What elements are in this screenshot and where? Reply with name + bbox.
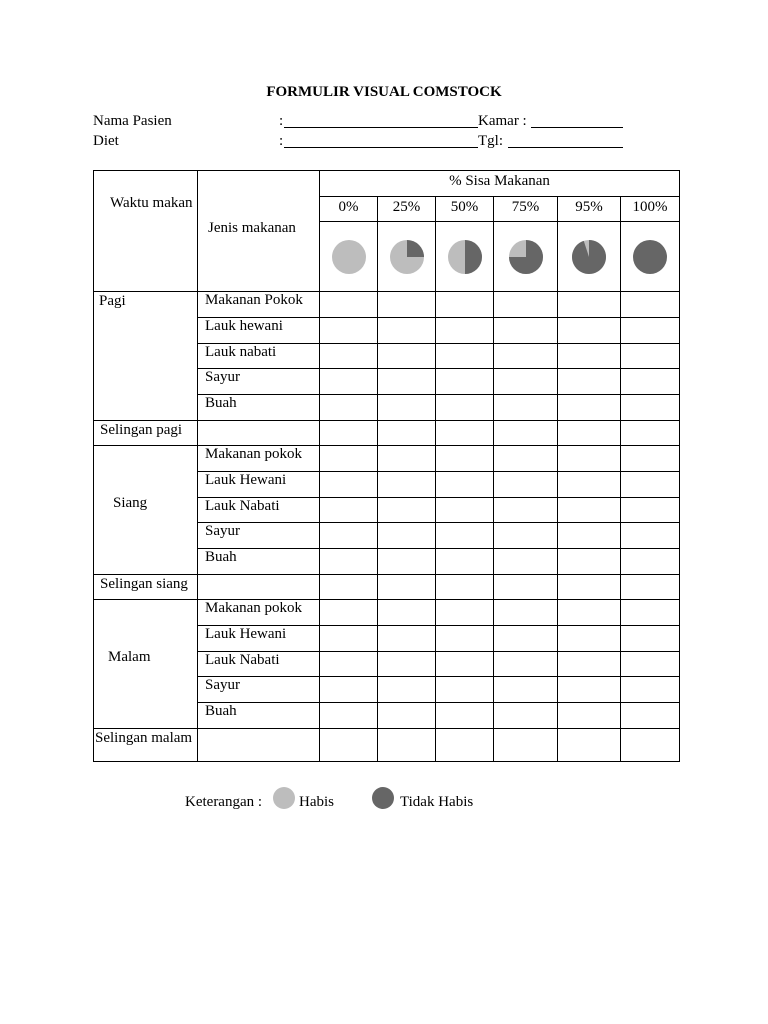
- sisa-input-cell[interactable]: [558, 549, 621, 575]
- sisa-input-cell[interactable]: [558, 728, 621, 761]
- sisa-input-cell[interactable]: [378, 497, 436, 523]
- sisa-input-cell[interactable]: [494, 703, 558, 729]
- sisa-input-cell[interactable]: [558, 471, 621, 497]
- pie-cell: [621, 222, 680, 292]
- waktu-makan-cell: Malam: [94, 599, 198, 728]
- header-jenis-makanan: Jenis makanan: [198, 171, 320, 292]
- sisa-input-cell[interactable]: [320, 317, 378, 343]
- nama-pasien-field[interactable]: [284, 113, 478, 133]
- sisa-input-cell[interactable]: [558, 625, 621, 651]
- percent-header: 50%: [436, 197, 494, 222]
- sisa-input-cell[interactable]: [320, 471, 378, 497]
- sisa-input-cell[interactable]: [558, 292, 621, 318]
- waktu-makan-cell: Siang: [94, 445, 198, 574]
- tidak-habis-swatch-icon: [370, 787, 396, 814]
- sisa-input-cell[interactable]: [494, 420, 558, 445]
- sisa-input-cell[interactable]: [378, 471, 436, 497]
- legend-tidak-habis-label: Tidak Habis: [400, 794, 474, 810]
- sisa-input-cell[interactable]: [558, 599, 621, 625]
- sisa-input-cell[interactable]: [436, 497, 494, 523]
- pie-remaining-slice: [572, 240, 606, 274]
- sisa-input-cell[interactable]: [378, 703, 436, 729]
- sisa-input-cell[interactable]: [621, 445, 680, 471]
- sisa-input-cell[interactable]: [378, 574, 436, 599]
- jenis-makanan-cell: Sayur: [198, 369, 320, 395]
- jenis-makanan-cell: Lauk Hewani: [198, 625, 320, 651]
- sisa-input-cell[interactable]: [494, 369, 558, 395]
- sisa-input-cell[interactable]: [378, 395, 436, 421]
- sisa-input-cell[interactable]: [436, 625, 494, 651]
- nama-pasien-label: Nama Pasien: [93, 113, 172, 129]
- separator: :: [279, 113, 284, 129]
- sisa-input-cell[interactable]: [320, 343, 378, 369]
- sisa-input-cell[interactable]: [621, 343, 680, 369]
- habis-swatch-icon: [271, 787, 297, 814]
- waktu-makan-cell: Selingan malam: [94, 728, 198, 761]
- sisa-input-cell[interactable]: [320, 292, 378, 318]
- sisa-input-cell[interactable]: [378, 523, 436, 549]
- sisa-input-cell[interactable]: [378, 420, 436, 445]
- sisa-input-cell[interactable]: [436, 445, 494, 471]
- sisa-input-cell[interactable]: [494, 599, 558, 625]
- sisa-input-cell[interactable]: [436, 651, 494, 677]
- sisa-input-cell[interactable]: [494, 677, 558, 703]
- jenis-makanan-cell: Buah: [198, 395, 320, 421]
- sisa-input-cell[interactable]: [558, 395, 621, 421]
- sisa-input-cell[interactable]: [320, 677, 378, 703]
- sisa-input-cell[interactable]: [436, 292, 494, 318]
- sisa-input-cell[interactable]: [436, 395, 494, 421]
- jenis-makanan-cell: [198, 574, 320, 599]
- pie-remaining-slice: [465, 240, 482, 274]
- sisa-input-cell[interactable]: [621, 677, 680, 703]
- sisa-input-cell[interactable]: [558, 317, 621, 343]
- table-row: [94, 292, 680, 318]
- sisa-input-cell[interactable]: [320, 599, 378, 625]
- sisa-input-cell[interactable]: [494, 292, 558, 318]
- sisa-input-cell[interactable]: [558, 497, 621, 523]
- sisa-input-cell[interactable]: [378, 599, 436, 625]
- sisa-input-cell[interactable]: [378, 625, 436, 651]
- sisa-input-cell[interactable]: [494, 523, 558, 549]
- sisa-input-cell[interactable]: [494, 549, 558, 575]
- sisa-input-cell[interactable]: [436, 523, 494, 549]
- comstock-table: [93, 170, 680, 762]
- sisa-input-cell[interactable]: [494, 445, 558, 471]
- sisa-input-cell[interactable]: [436, 549, 494, 575]
- pie-base: [332, 240, 366, 274]
- sisa-input-cell[interactable]: [621, 317, 680, 343]
- sisa-input-cell[interactable]: [436, 703, 494, 729]
- separator: :: [279, 133, 284, 149]
- sisa-input-cell[interactable]: [558, 420, 621, 445]
- sisa-input-cell[interactable]: [494, 343, 558, 369]
- pie-chart-icon: [387, 237, 427, 277]
- sisa-input-cell[interactable]: [320, 523, 378, 549]
- sisa-input-cell[interactable]: [378, 549, 436, 575]
- sisa-input-cell[interactable]: [378, 369, 436, 395]
- sisa-input-cell[interactable]: [558, 703, 621, 729]
- jenis-makanan-cell: Lauk Nabati: [198, 651, 320, 677]
- pie-cell: [436, 222, 494, 292]
- sisa-input-cell[interactable]: [494, 728, 558, 761]
- sisa-input-cell[interactable]: [621, 420, 680, 445]
- sisa-input-cell[interactable]: [621, 625, 680, 651]
- jenis-makanan-cell: Lauk Nabati: [198, 497, 320, 523]
- sisa-input-cell[interactable]: [320, 703, 378, 729]
- sisa-input-cell[interactable]: [621, 523, 680, 549]
- sisa-input-cell[interactable]: [436, 728, 494, 761]
- sisa-input-cell[interactable]: [494, 395, 558, 421]
- percent-header: 25%: [378, 197, 436, 222]
- sisa-input-cell[interactable]: [558, 651, 621, 677]
- sisa-input-cell[interactable]: [320, 497, 378, 523]
- sisa-input-cell[interactable]: [621, 599, 680, 625]
- diet-field[interactable]: [284, 133, 478, 153]
- table-row: [94, 599, 680, 625]
- sisa-input-cell[interactable]: [320, 728, 378, 761]
- sisa-input-cell[interactable]: [320, 651, 378, 677]
- pie-chart-icon: [329, 237, 369, 277]
- table-row: [94, 420, 680, 445]
- jenis-makanan-cell: Lauk Hewani: [198, 471, 320, 497]
- pie-remaining-slice: [407, 240, 424, 257]
- pie-chart-icon: [445, 237, 485, 277]
- sisa-input-cell[interactable]: [621, 497, 680, 523]
- sisa-input-cell[interactable]: [494, 625, 558, 651]
- table-row: [94, 728, 680, 761]
- table-row: [94, 574, 680, 599]
- sisa-input-cell[interactable]: [436, 369, 494, 395]
- legend-habis-label: Habis: [299, 794, 334, 810]
- sisa-input-cell[interactable]: [621, 395, 680, 421]
- sisa-input-cell[interactable]: [621, 549, 680, 575]
- percent-header: 0%: [320, 197, 378, 222]
- sisa-input-cell[interactable]: [558, 369, 621, 395]
- jenis-makanan-cell: Buah: [198, 703, 320, 729]
- sisa-input-cell[interactable]: [494, 574, 558, 599]
- form-title: FORMULIR VISUAL COMSTOCK: [266, 84, 502, 100]
- kamar-label: Kamar :: [478, 113, 527, 129]
- jenis-makanan-cell: Makanan pokok: [198, 599, 320, 625]
- pie-chart-icon: [506, 237, 546, 277]
- diet-label: Diet: [93, 133, 119, 149]
- sisa-input-cell[interactable]: [494, 317, 558, 343]
- jenis-makanan-cell: [198, 420, 320, 445]
- kamar-field[interactable]: [531, 113, 623, 133]
- table-row: [94, 445, 680, 471]
- sisa-input-cell[interactable]: [320, 420, 378, 445]
- jenis-makanan-cell: Sayur: [198, 677, 320, 703]
- sisa-input-cell[interactable]: [494, 471, 558, 497]
- sisa-input-cell[interactable]: [436, 317, 494, 343]
- sisa-input-cell[interactable]: [320, 625, 378, 651]
- waktu-makan-cell: Selingan pagi: [94, 420, 198, 445]
- percent-header: 75%: [494, 197, 558, 222]
- sisa-input-cell[interactable]: [621, 574, 680, 599]
- sisa-input-cell[interactable]: [378, 651, 436, 677]
- sisa-input-cell[interactable]: [320, 549, 378, 575]
- pie-cell: [378, 222, 436, 292]
- sisa-input-cell[interactable]: [378, 728, 436, 761]
- sisa-input-cell[interactable]: [621, 703, 680, 729]
- pie-chart-icon: [569, 237, 609, 277]
- sisa-input-cell[interactable]: [621, 292, 680, 318]
- sisa-input-cell[interactable]: [621, 728, 680, 761]
- sisa-input-cell[interactable]: [436, 420, 494, 445]
- sisa-input-cell[interactable]: [558, 445, 621, 471]
- sisa-input-cell[interactable]: [378, 445, 436, 471]
- pie-cell: [494, 222, 558, 292]
- sisa-input-cell[interactable]: [378, 317, 436, 343]
- sisa-input-cell[interactable]: [320, 395, 378, 421]
- sisa-input-cell[interactable]: [494, 651, 558, 677]
- sisa-input-cell[interactable]: [320, 369, 378, 395]
- sisa-input-cell[interactable]: [436, 574, 494, 599]
- sisa-input-cell[interactable]: [436, 471, 494, 497]
- pie-base: [633, 240, 667, 274]
- sisa-input-cell[interactable]: [558, 523, 621, 549]
- sisa-input-cell[interactable]: [436, 599, 494, 625]
- waktu-makan-cell: Selingan siang: [94, 574, 198, 599]
- sisa-input-cell[interactable]: [378, 677, 436, 703]
- jenis-makanan-cell: Buah: [198, 549, 320, 575]
- sisa-input-cell[interactable]: [436, 343, 494, 369]
- sisa-input-cell[interactable]: [558, 343, 621, 369]
- sisa-input-cell[interactable]: [320, 445, 378, 471]
- tgl-label: Tgl:: [478, 133, 503, 149]
- header-sisa-makanan: % Sisa Makanan: [320, 171, 680, 197]
- jenis-makanan-cell: Lauk nabati: [198, 343, 320, 369]
- header-waktu-makan: Waktu makan: [94, 171, 198, 292]
- jenis-makanan-cell: Lauk hewani: [198, 317, 320, 343]
- sisa-input-cell[interactable]: [378, 343, 436, 369]
- sisa-input-cell[interactable]: [558, 574, 621, 599]
- percent-header: 100%: [621, 197, 680, 222]
- tgl-field[interactable]: [508, 133, 623, 153]
- pie-cell: [558, 222, 621, 292]
- pie-chart-icon: [630, 237, 670, 277]
- jenis-makanan-cell: [198, 728, 320, 761]
- sisa-input-cell[interactable]: [621, 369, 680, 395]
- jenis-makanan-cell: Makanan Pokok: [198, 292, 320, 318]
- sisa-input-cell[interactable]: [436, 677, 494, 703]
- sisa-input-cell[interactable]: [378, 292, 436, 318]
- sisa-input-cell[interactable]: [320, 574, 378, 599]
- sisa-input-cell[interactable]: [621, 651, 680, 677]
- percent-header: 95%: [558, 197, 621, 222]
- pie-cell: [320, 222, 378, 292]
- jenis-makanan-cell: Makanan pokok: [198, 445, 320, 471]
- jenis-makanan-cell: Sayur: [198, 523, 320, 549]
- legend-label: Keterangan :: [185, 794, 263, 810]
- waktu-makan-cell: Pagi: [94, 292, 198, 421]
- sisa-input-cell[interactable]: [621, 471, 680, 497]
- sisa-input-cell[interactable]: [494, 497, 558, 523]
- sisa-input-cell[interactable]: [558, 677, 621, 703]
